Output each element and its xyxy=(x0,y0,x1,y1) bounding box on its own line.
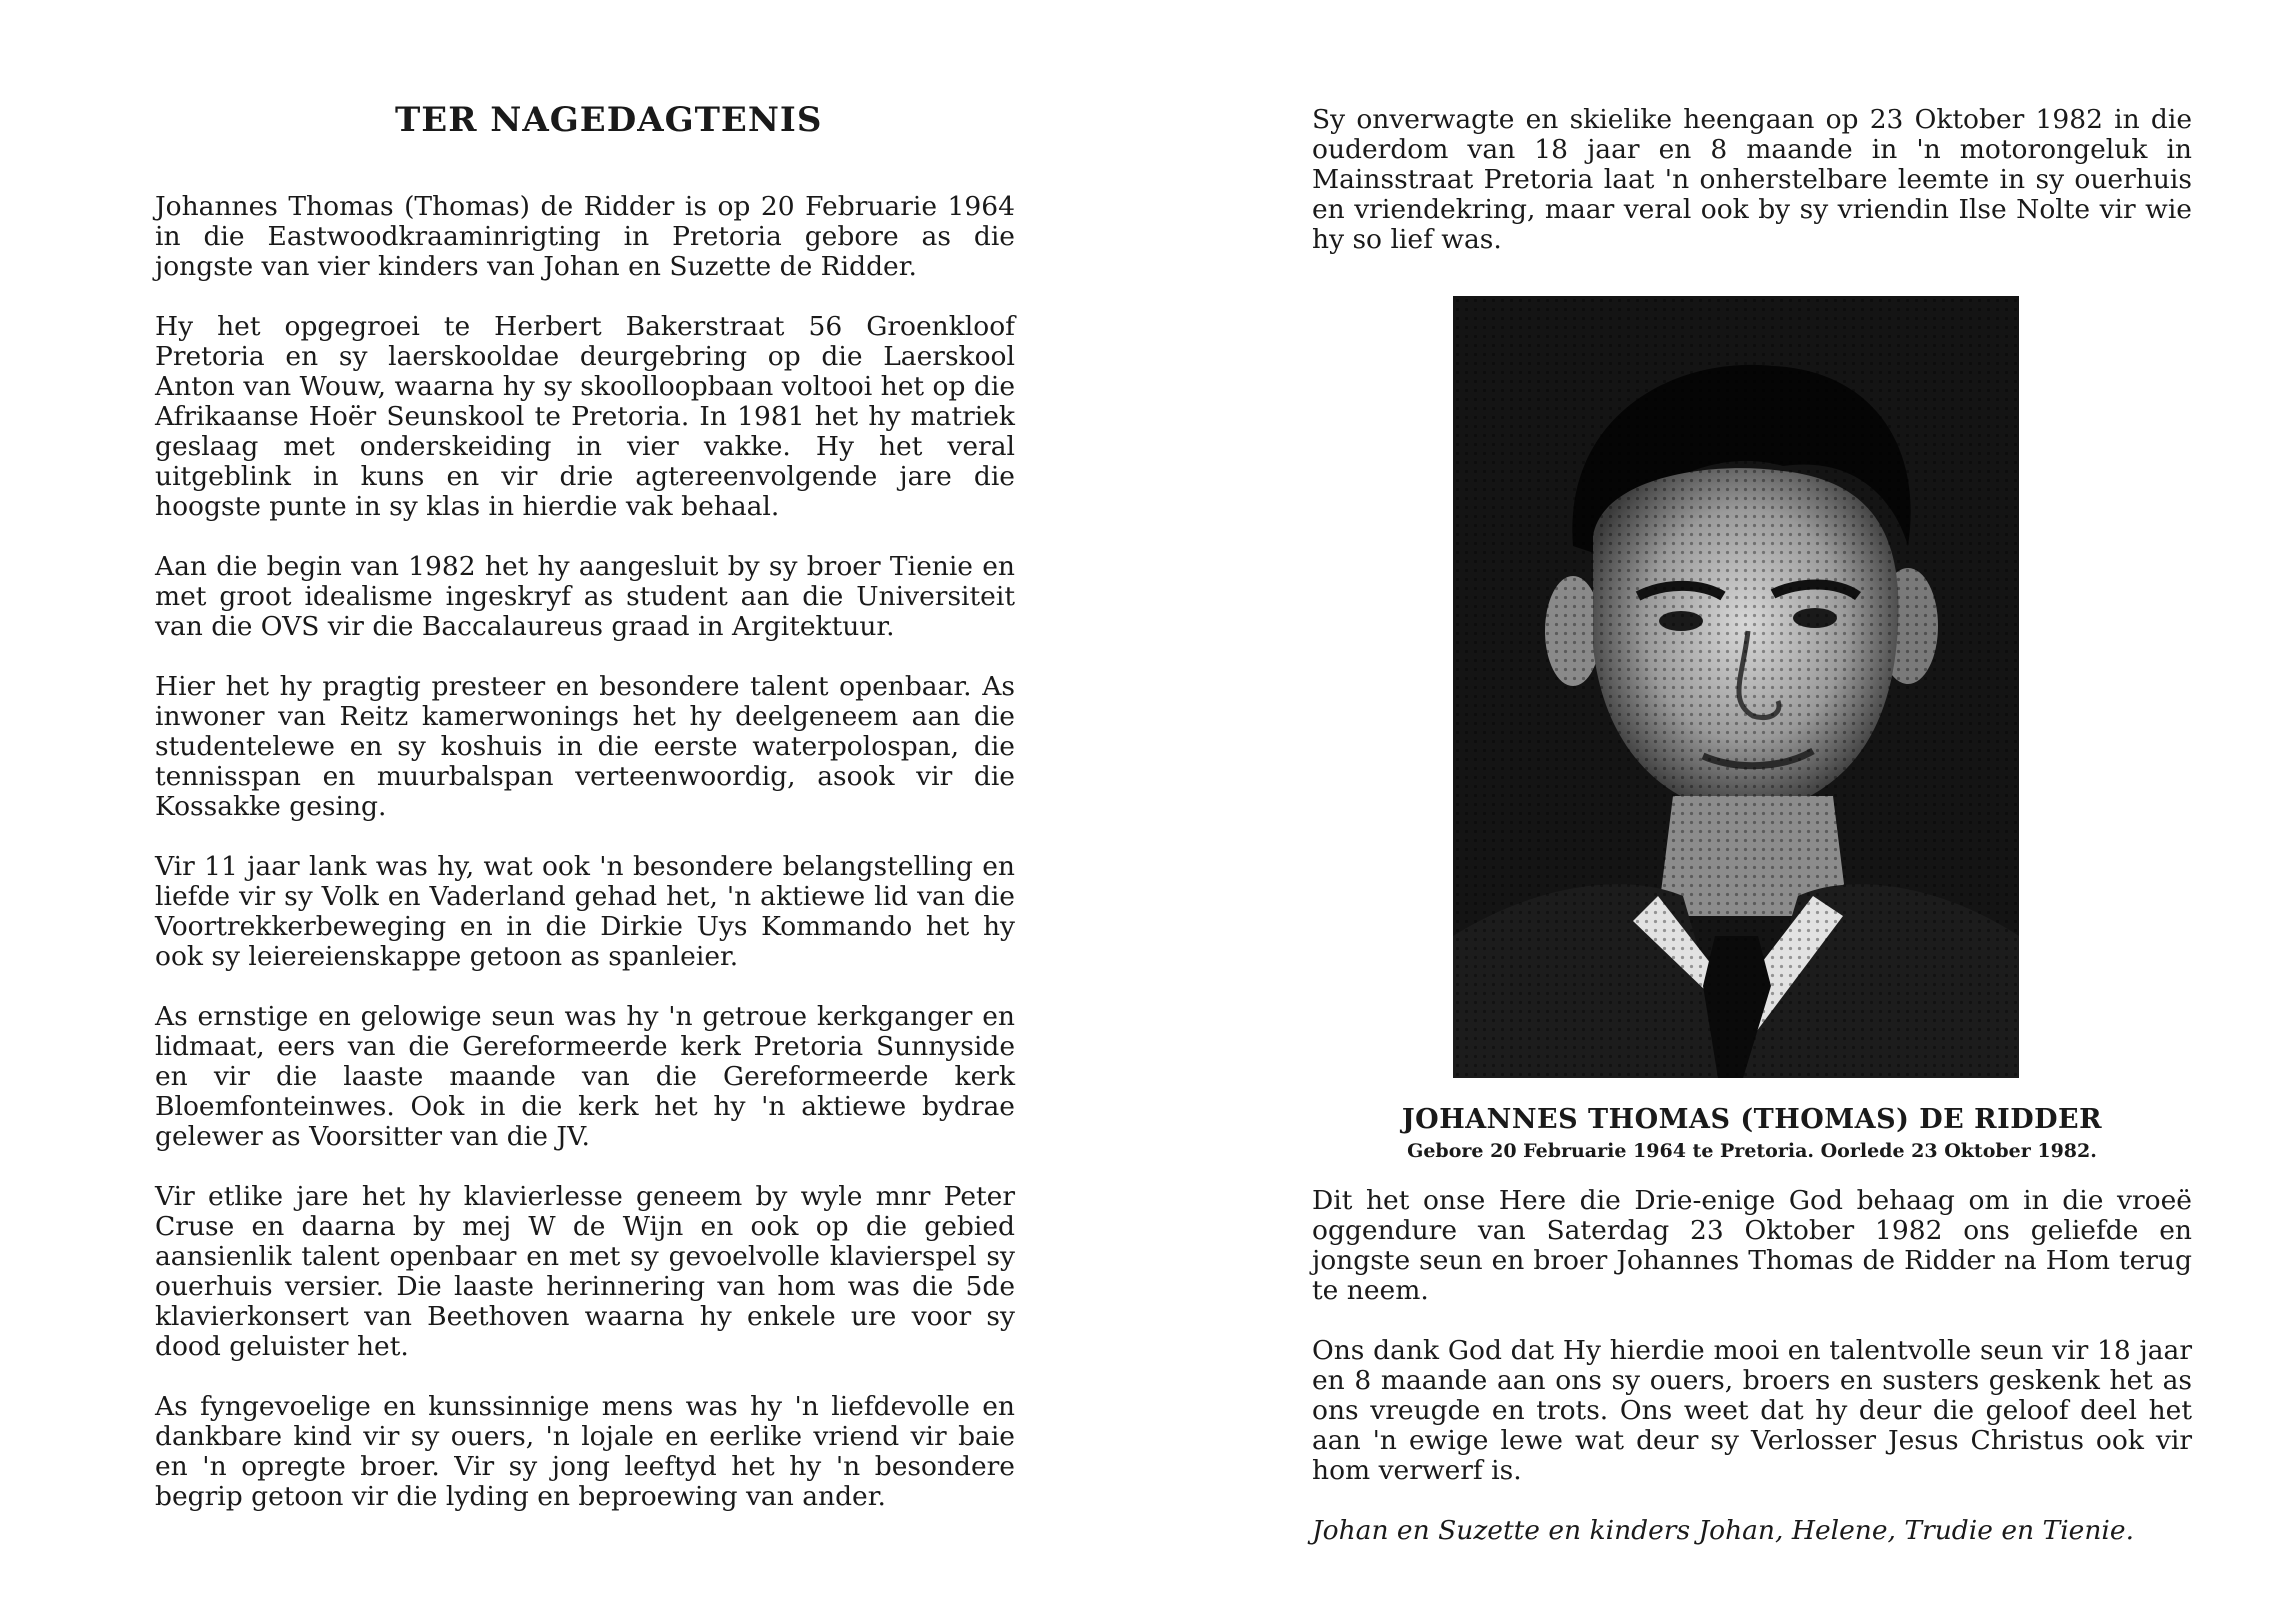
tribute-paragraph: Dit het onse Here die Drie-enige God behaag om in die vroeë oggendure van Saterdag 23 Oktober 1982 ons geliefde en jongste seun en broer Johannes Thomas de Ridder na Hom terug te neem. xyxy=(1312,1185,2192,1306)
biography-paragraph: Vir 11 jaar lank was hy, wat ook 'n besondere belangstelling en liefde vir sy Volk en Vaderland gehad het, 'n aktiewe lid van die Voortrekkerbeweging en in die Dirkie Uys Kommando het hy ook sy leiereienskappe getoon as spanleier. xyxy=(155,851,1015,972)
intro-paragraph: Sy onverwagte en skielike heengaan op 23 Oktober 1982 in die ouderdom van 18 jaar en 8 maande in 'n motorongeluk in Mainsstraat Pretoria laat 'n onherstelbare leemte in sy ouerhuis en vriendekring, maar veral ook by sy vriendin Ilse Nolte vir wie hy so lief was. xyxy=(1312,104,2192,255)
portrait-photo xyxy=(1453,296,2019,1078)
biography-column xyxy=(155,192,1015,1542)
biography-paragraph: Johannes Thomas (Thomas) de Ridder is op 20 Februarie 1964 in die Eastwoodkraaminrigting in Pretoria gebore as die jongste van vier kinders van Johan en Suzette de Ridder. xyxy=(155,191,1015,282)
biography-paragraph: As fyngevoelige en kunssinnige mens was hy 'n liefdevolle en dankbare kind vir sy ouers, 'n lojale en eerlike vriend vir baie en 'n opregte broer. Vir sy jong leeftyd het hy 'n besondere begrip getoon vir die lyding en beproewing van ander. xyxy=(155,1391,1015,1512)
memorial-title: TER NAGEDAGTENIS xyxy=(395,100,823,140)
right-page xyxy=(1146,0,2291,1620)
portrait-caption-dates: Gebore 20 Februarie 1964 te Pretoria. Oorlede 23 Oktober 1982. xyxy=(1407,1140,2097,1162)
biography-paragraph: Hy het opgegroei te Herbert Bakerstraat 56 Groenkloof Pretoria en sy laerskooldae deurgebring op die Laerskool Anton van Wouw, waarna hy sy skoolloopbaan voltooi het op die Afrikaanse Hoër Seunskool te Pretoria. In 1981 het hy matriek geslaag met onderskeiding in vier vakke. Hy het veral uitgeblink in kuns en vir drie agtereenvolgende jare die hoogste punte in sy klas in hierdie vak behaal. xyxy=(155,311,1015,522)
biography-paragraph: As ernstige en gelowige seun was hy 'n getroue kerkganger en lidmaat, eers van die Gereformeerde kerk Pretoria Sunnyside en vir die laaste maande van die Gereformeerde kerk Bloemfonteinwes. Ook in die kerk het hy 'n aktiewe bydrae gelewer as Voorsitter van die JV. xyxy=(155,1001,1015,1152)
portrait-caption-name: JOHANNES THOMAS (THOMAS) DE RIDDER xyxy=(1401,1104,2103,1135)
intro-column xyxy=(1312,105,2192,255)
biography-paragraph: Aan die begin van 1982 het hy aangesluit by sy broer Tienie en met groot idealisme ingeskryf as student aan die Universiteit van die OVS vir die Baccalaureus graad in Argitektuur. xyxy=(155,551,1015,642)
tribute-paragraph: Ons dank God dat Hy hierdie mooi en talentvolle seun vir 18 jaar en 8 maande aan ons sy ouers, broers en susters geskenk het as ons vreugde en trots. Ons weet dat hy deur die geloof deel het aan 'n ewige lewe wat deur sy Verlosser Jesus Christus ook vir hom verwerf is. xyxy=(1312,1335,2192,1486)
portrait-image xyxy=(1453,296,2019,1078)
family-signature: Johan en Suzette en kinders Johan, Helene, Trudie en Tienie. xyxy=(1312,1515,2135,1546)
tribute-column xyxy=(1312,1186,2192,1576)
biography-paragraph: Vir etlike jare het hy klavierlesse geneem by wyle mnr Peter Cruse en daarna by mej W de Wijn en ook op die gebied aansienlik talent openbaar en met sy gevoelvolle klavierspel sy ouerhuis versier. Die laaste herinnering van hom was die 5de klavierkonsert van Beethoven waarna hy enkele ure voor sy dood geluister het. xyxy=(155,1181,1015,1362)
biography-paragraph: Hier het hy pragtig presteer en besondere talent openbaar. As inwoner van Reitz kamerwonings het hy deelgeneem aan die studentelewe en sy koshuis in die eerste waterpolospan, die tennisspan en muurbalspan verteenwoordig, asook vir die Kossakke gesing. xyxy=(155,671,1015,822)
left-page xyxy=(0,0,1145,1620)
